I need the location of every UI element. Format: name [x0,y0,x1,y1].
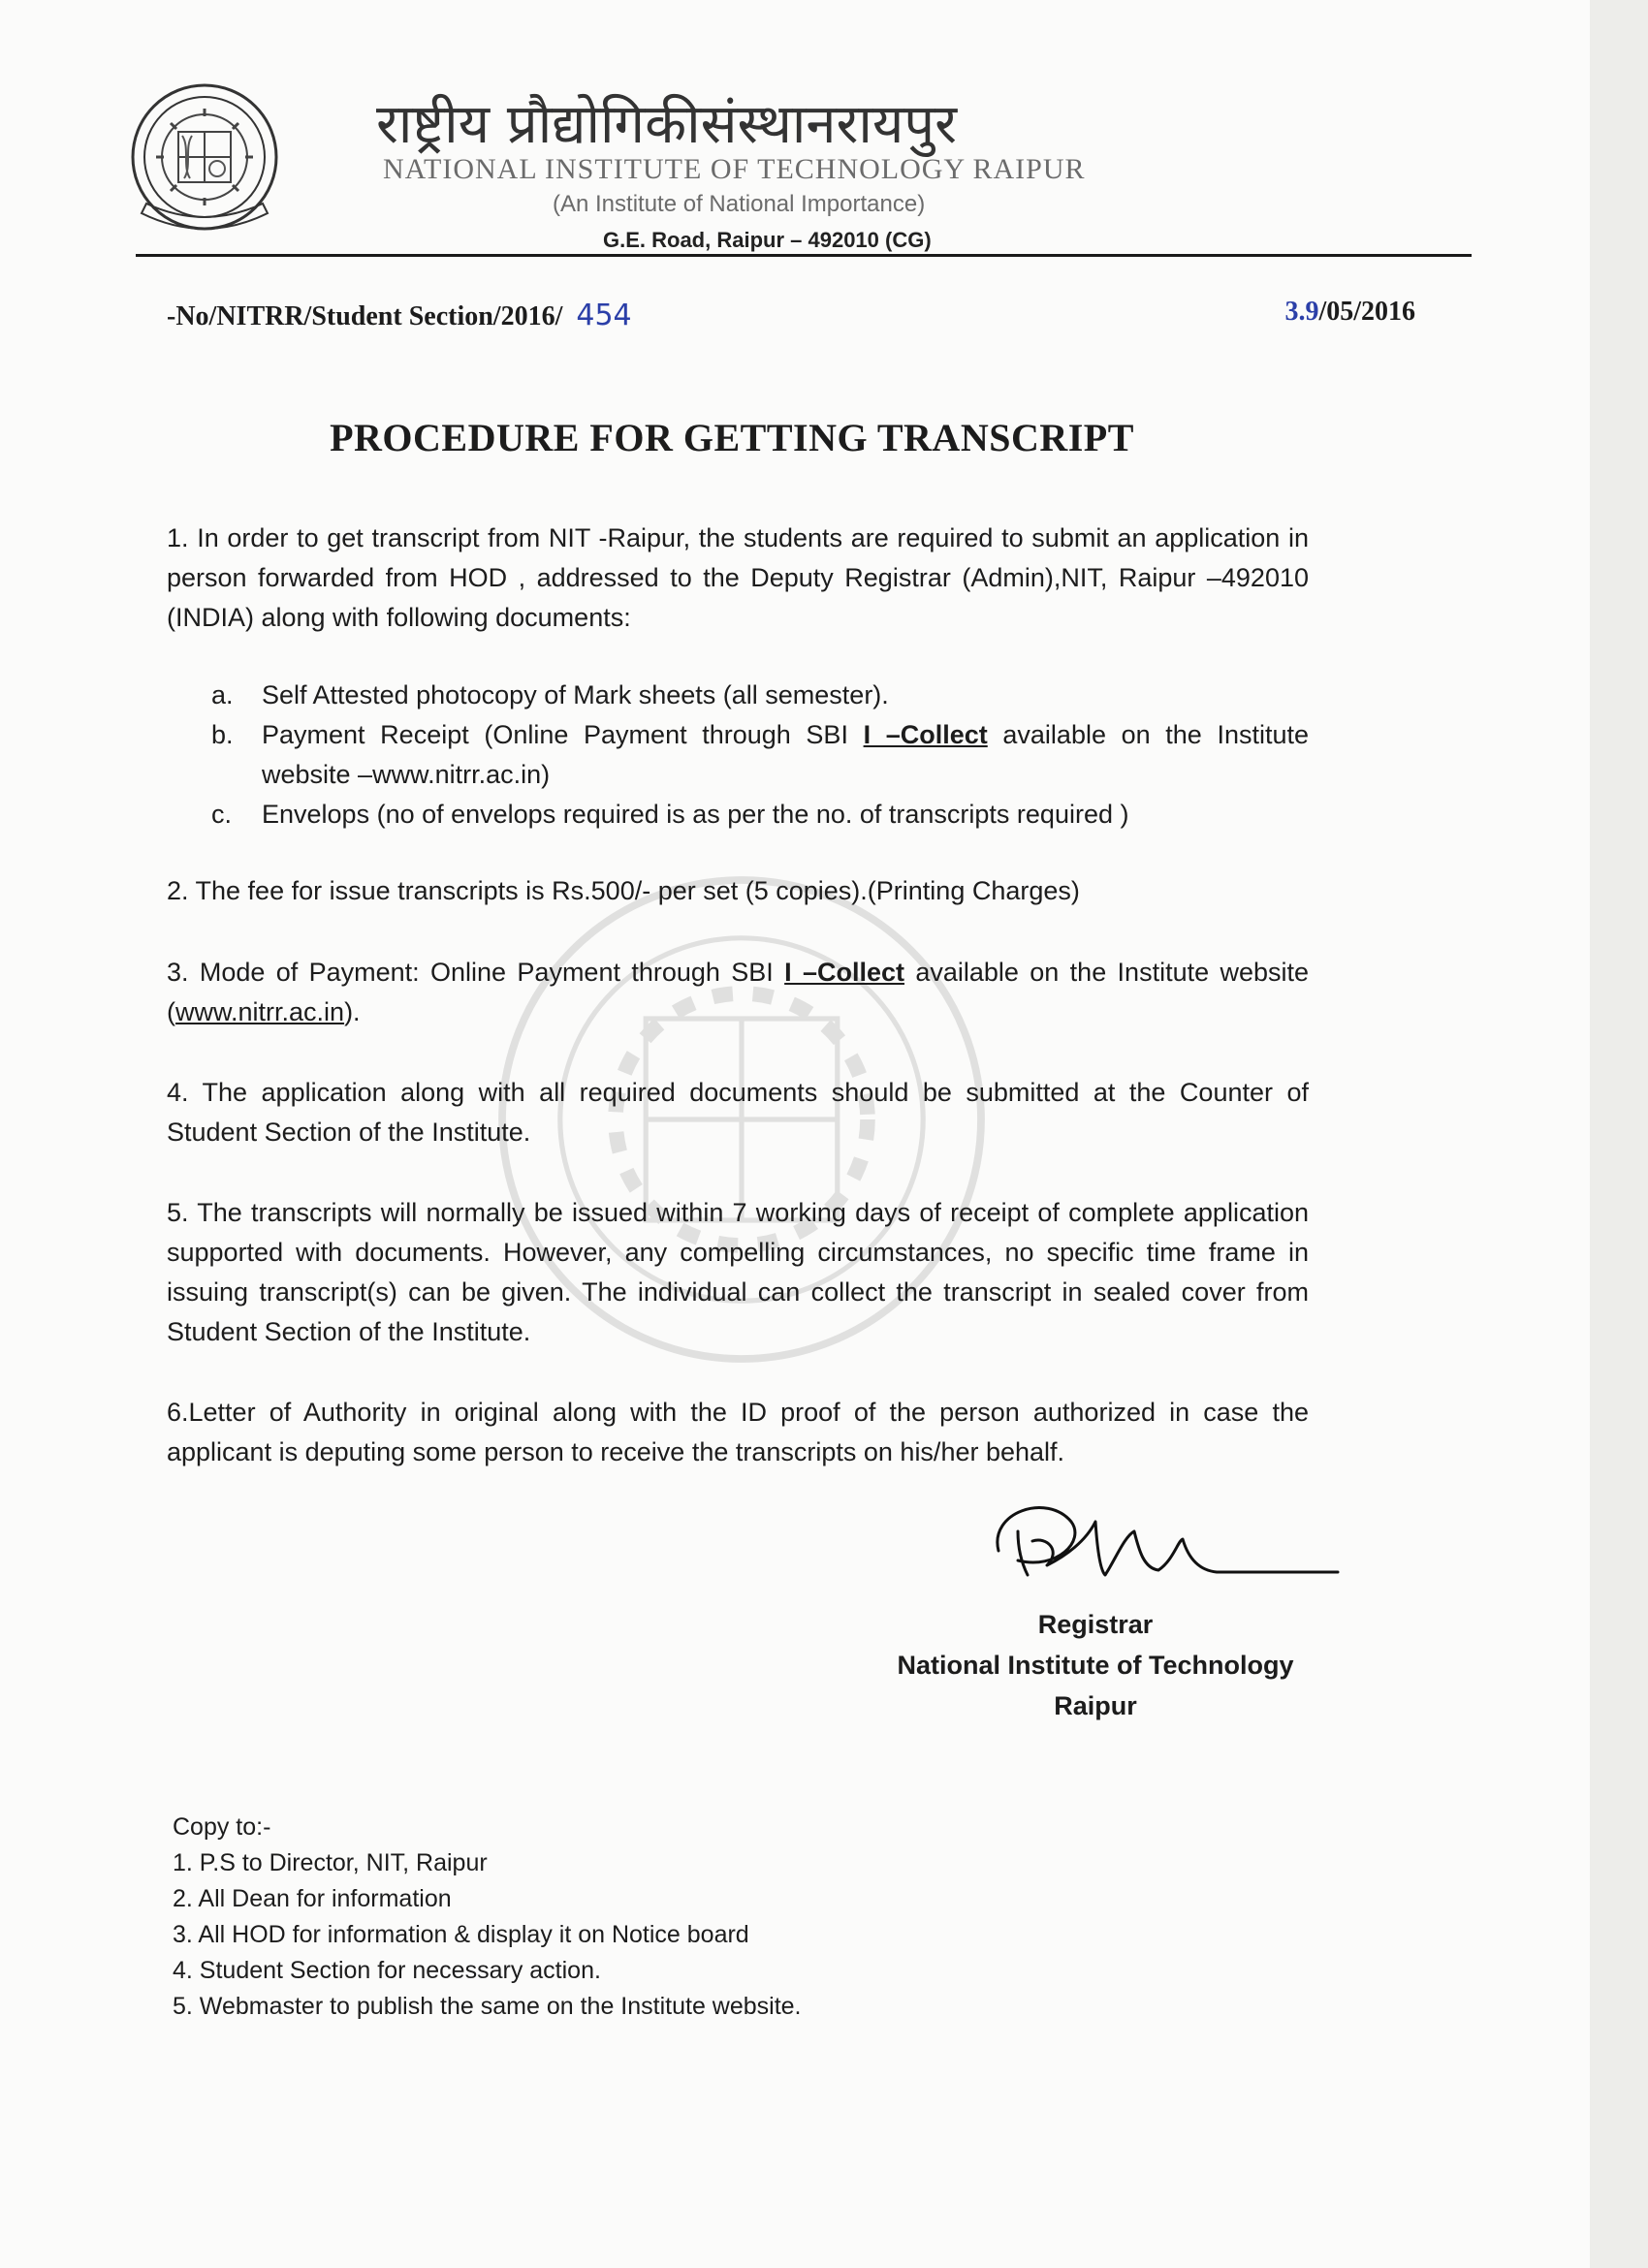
reference-number-handwritten: 454 [576,299,632,332]
list-marker: c. [211,800,233,829]
signatory-block [872,1604,1318,1726]
header-rule [136,254,1472,257]
list-item-text: Payment Receipt (Online Payment through SBI [262,720,864,749]
paragraph-4: 4. The application along with all required documents should be submitted at the Counter of Student Section of the Institute. [167,1078,1309,1147]
date-printed: /05/2016 [1318,297,1415,327]
list-item: 4. Student Section for necessary action. [173,1957,601,1984]
document-title: PROCEDURE FOR GETTING TRANSCRIPT [330,416,1134,459]
i-collect-link[interactable]: I –Collect [863,720,988,749]
scan-edge [1590,0,1648,2268]
list-item-text-end: available on the Institute website –www.nitrr.ac.in) [262,720,1309,789]
paragraph-3-end: ). [344,997,361,1026]
signatory-designation: Registrar [1037,1610,1154,1639]
paragraph-3 [167,953,1309,1032]
list-item [211,715,1309,795]
list-item [211,676,1309,715]
reference-number [167,299,845,332]
institute-subtitle: (An Institute of National Importance) [553,191,926,217]
institute-name-hindi: राष्ट्रीय प्रौद्योगिकीसंस्थानरायपुर [376,93,958,156]
institute-seal-icon [122,79,287,244]
registrar-signature-icon [979,1483,1347,1599]
reference-number-printed: -No/NITRR/Student Section/2016/ [167,301,563,331]
copy-to-section [173,1810,1045,2025]
list-marker: b. [211,720,234,749]
list-marker: a. [211,680,234,709]
list-item-text: Self Attested photocopy of Mark sheets (all semester). [262,680,889,709]
list-item: 3. All HOD for information & display it on Notice board [173,1921,749,1948]
copy-to-list [173,1845,1045,2025]
paragraph-2: 2. The fee for issue transcripts is Rs.500/- per set (5 copies).(Printing Charges) [167,876,1080,905]
website-link[interactable]: www.nitrr.ac.in [175,997,345,1026]
paragraph-5: 5. The transcripts will normally be issued within 7 working days of receipt of complete application supported with documents. However, any compelling circumstances, no specific time frame in issuing transcript(s) can be given. The individual can collect the transcript in sealed cover from Student Section of the Institute. [167,1198,1309,1346]
list-item [211,795,1309,835]
paragraph-3-middle: available on the Institute website ( [167,958,1310,1026]
document-date [1134,297,1415,328]
signatory-institute: National Institute of Technology [897,1651,1294,1680]
paragraph-6: 6.Letter of Authority in original along with the ID proof of the person authorized in case the applicant is deputing some person to receive the transcripts on his/her behalf. [167,1398,1309,1466]
required-documents-list [211,676,1309,835]
copy-to-heading: Copy to:- [173,1813,271,1841]
list-item: 5. Webmaster to publish the same on the Institute website. [173,1993,802,2020]
institute-name-english: NATIONAL INSTITUTE OF TECHNOLOGY RAIPUR [383,153,1086,185]
i-collect-link[interactable]: I –Collect [784,958,905,987]
list-item: 2. All Dean for information [173,1885,452,1912]
paragraph-3-start: 3. Mode of Payment: Online Payment through SBI [167,958,785,987]
list-item-text: Envelops (no of envelops required is as per the no. of transcripts required ) [262,800,1129,829]
institute-address: G.E. Road, Raipur – 492010 (CG) [603,228,932,252]
paragraph-1: 1. In order to get transcript from NIT -Raipur, the students are required to submit an application in person forwarded from HOD , addressed to the Deputy Registrar (Admin),NIT, Raipur –492010 (INDIA) along with following documents: [167,523,1309,632]
date-handwritten: 3.9 [1284,297,1319,327]
list-item: 1. P.S to Director, NIT, Raipur [173,1849,488,1876]
signatory-city: Raipur [1054,1691,1137,1720]
